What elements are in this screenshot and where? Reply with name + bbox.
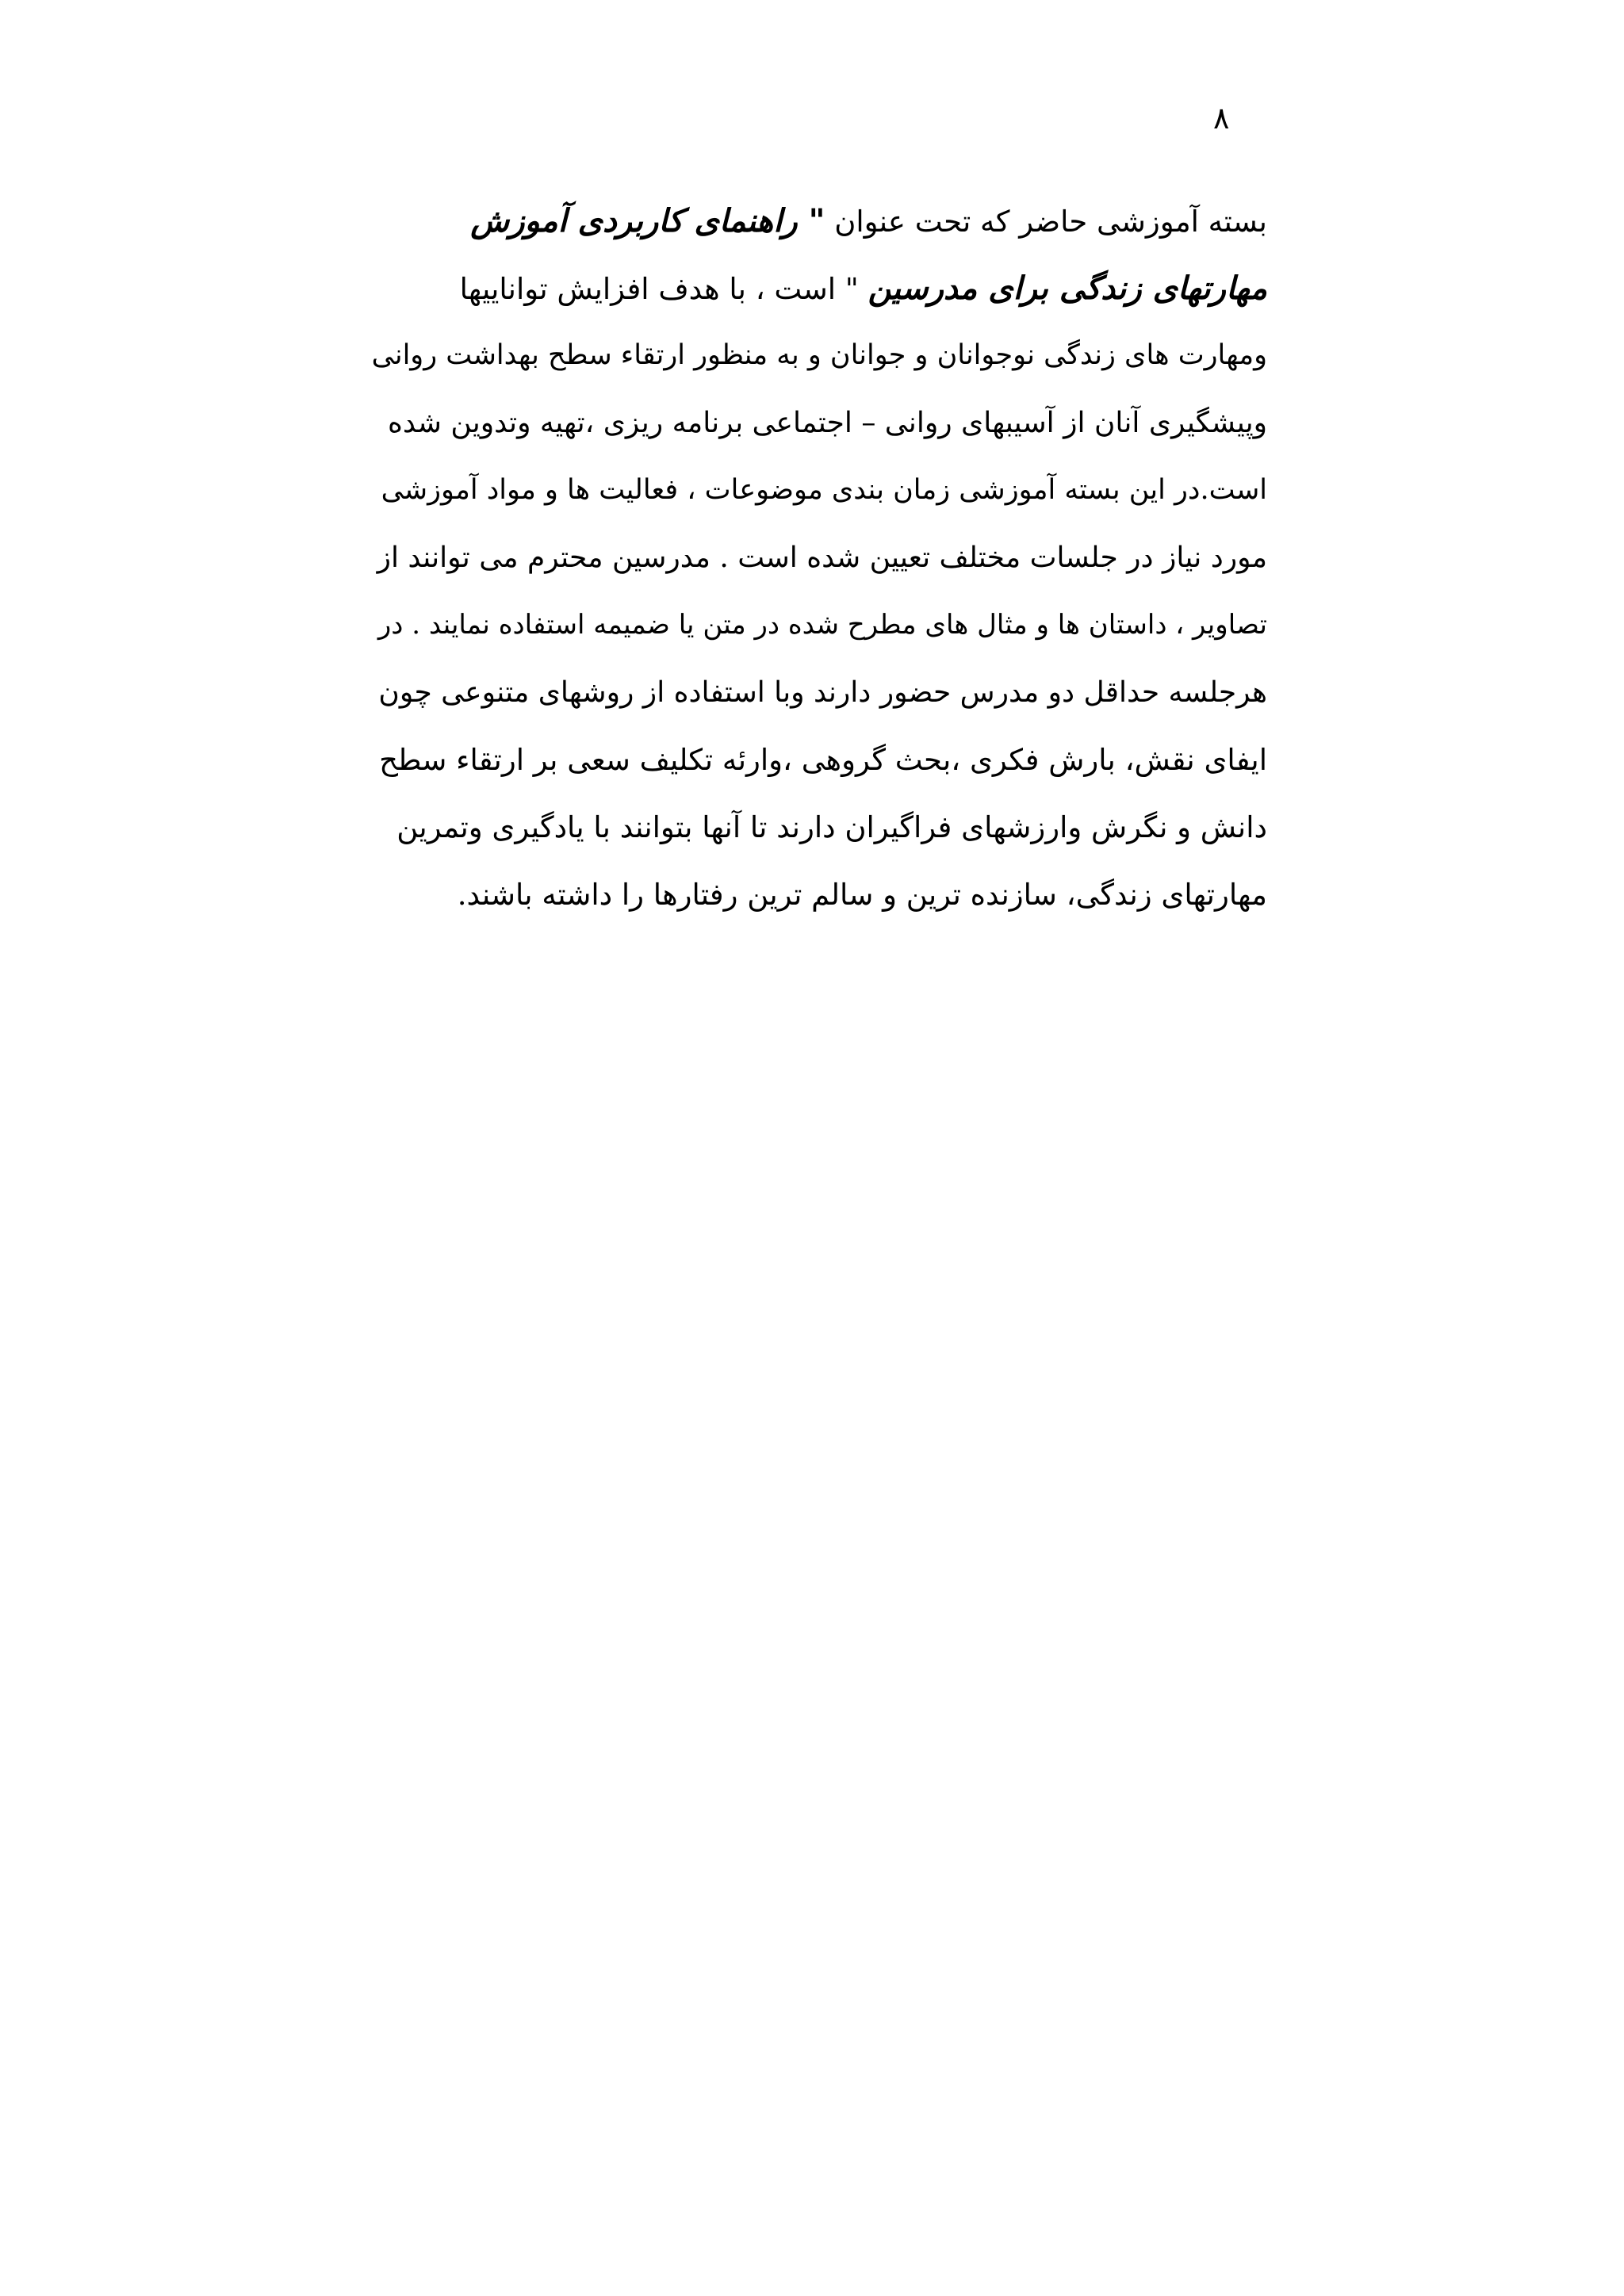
text-line: ومهارت های زندگی نوجوانان و جوانان و به منظور ارتقاء سطح بهداشت روانی bbox=[371, 339, 1267, 371]
bold-title: " راهنمای کاربردی آموزش bbox=[470, 202, 825, 239]
text-line: مورد نیاز در جلسات مختلف تعیین شده است . مدرسین محترم می توانند از bbox=[377, 541, 1267, 574]
page-number: ۸ bbox=[1213, 101, 1230, 136]
body-paragraph bbox=[371, 187, 1267, 928]
text-line: دانش و نگرش وارزشهای فراگیران دارند تا آنها بتوانند با یادگیری وتمرین bbox=[396, 810, 1267, 844]
bold-title: مهارتهای زندگی برای مدرسین bbox=[868, 270, 1267, 307]
text-line: تصاویر ، داستان ها و مثال های مطرح شده در متن یا ضمیمه استفاده نمایند . در bbox=[377, 609, 1267, 641]
text-line: بسته آموزشی حاضر که تحت عنوان " راهنمای کاربردی آموزش bbox=[470, 202, 1267, 239]
text-line: وپیشگیری آنان از آسیبهای روانی – اجتماعی برنامه ریزی ،تهیه وتدوین شده bbox=[387, 407, 1267, 439]
text-line: هرجلسه حداقل دو مدرس حضور دارند وبا استفاده از روشهای متنوعی چون bbox=[378, 676, 1267, 709]
text-line: ایفای نقش، بارش فکری ،بحث گروهی ،وارئه تکلیف سعی بر ارتقاء سطح bbox=[379, 743, 1267, 777]
text-line: مهارتهای زندگی، سازنده ترین و سالم ترین رفتارها را داشته باشند. bbox=[457, 878, 1267, 912]
text-line: است.در این بسته آموزشی زمان بندی موضوعات ، فعالیت ها و مواد آموزشی bbox=[381, 474, 1267, 506]
text-line: مهارتهای زندگی برای مدرسین " است ، با هدف افزایش تواناییها bbox=[459, 270, 1267, 307]
